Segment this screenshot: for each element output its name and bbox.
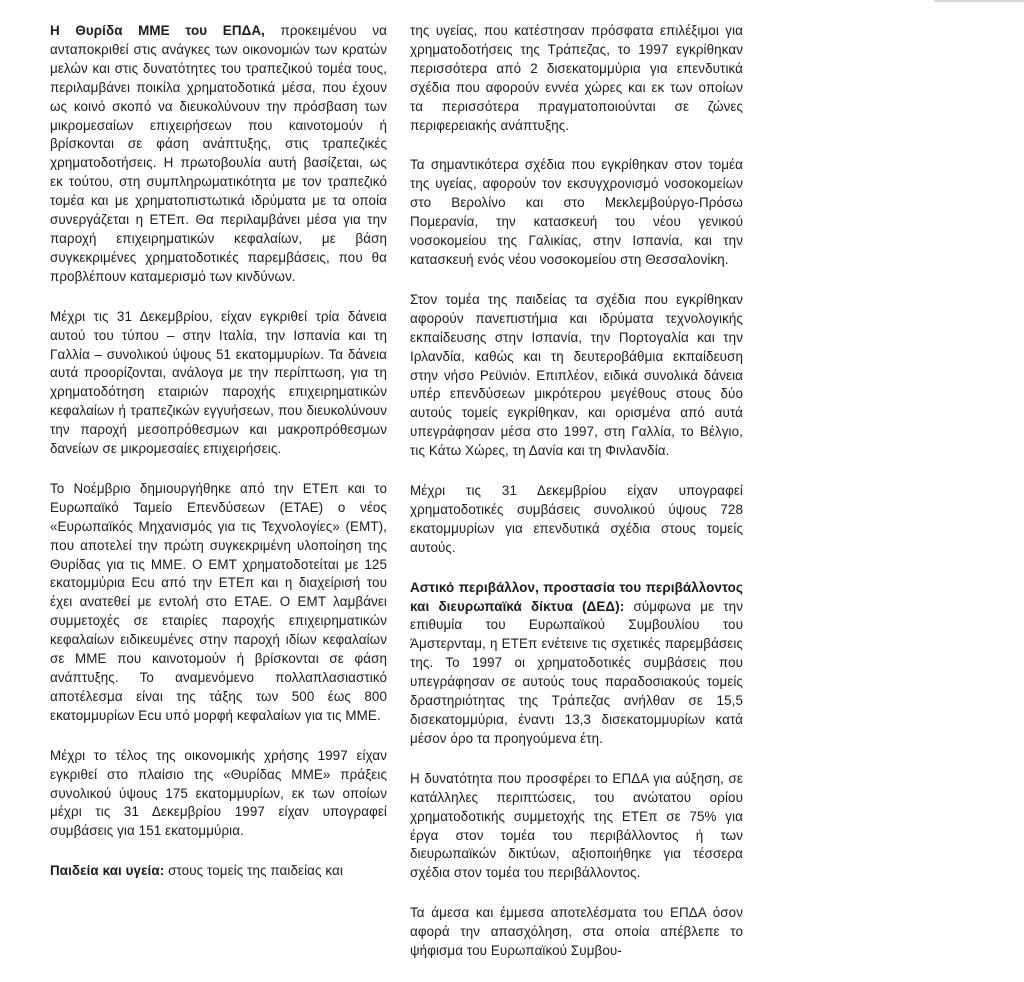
paragraph-text: στους τομείς της παιδείας και bbox=[164, 863, 343, 879]
paragraph-signed-contracts: Μέχρι τις 31 Δεκεμβρίου είχαν υπογραφεί χρηματοδοτικές συμβάσεις συνολικού ύψους 728 εκατομμυρίων για επενδυτικά σχέδια στους τομείς αυτούς. bbox=[410, 483, 743, 555]
right-column bbox=[410, 22, 743, 982]
top-rule bbox=[934, 0, 1024, 2]
paragraph-education: Στον τομέα της παιδείας τα σχέδια που εγκρίθηκαν αφορούν πανεπιστήμια και ιδρύματα τεχνολογικής εκπαίδευσης στην Ισπανία, την Πορτογαλία και την Ιρλανδία, καθώς και τη δευτεροβάθμια εκπαίδευση στην νήσο Ρεϋνιόν. Επιπλέον, ειδικά συνολικά δάνεια υπέρ επενδύσεων μικρότερου μεγέθους στους δύο αυτούς τομείς εγκρίθηκαν, και ορισμένα από αυτά υπεγράφησαν μέσα στο 1997, στη Γαλλία, το Βέλγιο, τις Κάτω Χώρες, τη Δανία και τη Φινλανδία. bbox=[410, 291, 743, 459]
paragraph-eib-share: Η δυνατότητα που προσφέρει το ΕΠΔΑ για αύξηση, σε κατάλληλες περιπτώσεις, του ανώτατου ορίου χρηματοδοτικής συμμετοχής της ΕΤΕπ σε 75% για έργα στον τομέα του περιβάλλοντος ή των διευρωπαϊκών δικτύων, αξιοποιήθηκε για τέσσερα σχέδια στον τομέα του περιβάλλοντος. bbox=[410, 770, 743, 881]
paragraph-education-health bbox=[50, 862, 387, 881]
paragraph-sme-window bbox=[50, 22, 387, 287]
page-bottom-clip bbox=[0, 966, 1024, 978]
paragraph-hospitals: Τα σημαντικότερα σχέδια που εγκρίθηκαν στον τομέα της υγείας, αφορούν τον εκσυγχρονισμό νοσοκομείων στο Βερολίνο και στο Μεκλεμβούργο-Πρόσω Πομερανία, την κατασκευή του νέου γενικού νοσοκομείου της Γαλικίας, στην Ισπανία, και την κατασκευή ενός νέου νοσοκομείου στη Θεσσαλονίκη. bbox=[410, 157, 743, 267]
paragraph-emt: Το Νοέμβριο δημιουργήθηκε από την ΕΤΕπ και το Ευρωπαϊκό Ταμείο Επενδύσεων (ΕΤΑΕ) ο νέος «Ευρωπαϊκός Μηχανισμός για τις Τεχνολογίες» (ΕΜΤ), που αποτελεί την πρώτη συγκεκριμένη υλοποίηση της Θυρίδας για τις ΜΜΕ. Ο ΕΜΤ χρηματοδοτείται με 125 εκατομμύρια Ecu από την ΕΤΕπ και η διαχείρισή του έχει ανατεθεί με εντολή στο ΕΤΑΕ. Ο ΕΜΤ λαμβάνει συμμετοχές σε εταιρίες παροχής επιχειρηματικών κεφαλαίων ειδικευμένες στην παροχή ιδίων κεφαλαίων σε ΜΜΕ που καινοτομούν ή βρίσκονται σε φάση ανάπτυξης. Το αναμενόμενο πολλαπλασιαστικό αποτέλεσμα είναι της τάξης των 500 έως 800 εκατομμυρίων Ecu υπό μορφή κεφαλαίων για τις ΜΜΕ. bbox=[50, 480, 387, 723]
paragraph-urban-environment bbox=[410, 579, 743, 749]
paragraph-employment: Τα άμεσα και έμμεσα αποτελέσματα του ΕΠΔΑ όσον αφορά την απασχόληση, στα οποία απέβλεπε το ψήφισμα του Ευρωπαϊκού Συμβου- bbox=[410, 905, 743, 959]
paragraph-text: σύμφωνα με την επιθυμία του Ευρωπαϊκού Συμβουλίου του Άμστερνταμ, η ΕΤΕπ ενέτεινε τις σχετικές παρεμβάσεις της. Το 1997 οι χρηματοδοτικές συμβάσεις που υπεγράφησαν σε αυτούς τους παραδοσιακούς τομείς δραστηριότητας της Τράπεζας ανήλθαν σε 15,5 δισεκατομμύρια, έναντι 13,3 δισεκατομμυρίων κατά μέσον όρο τα προηγούμενα έτη. bbox=[410, 598, 744, 746]
lead-heading: Αστικό περιβάλλον, προστασία του περιβάλλοντος και διευρωπαϊκά δίκτυα (ΔΕΔ): bbox=[410, 579, 743, 614]
lead-heading: Η Θυρίδα ΜΜΕ του ΕΠΔΑ, bbox=[50, 23, 265, 38]
left-column bbox=[50, 22, 387, 902]
paragraph-health-approvals: της υγείας, που κατέστησαν πρόσφατα επιλέξιμοι για χρηματοδοτήσεις της Τράπεζας, το 1997 εγκρίθηκαν περισσότερα από 2 δισεκατομμύρια για επενδυτικά σχέδια που αφορούν εννέα χώρες και εκ των οποίων τα περισσότερα πραγματοποιούνται σε ζώνες περιφερειακής ανάπτυξης. bbox=[410, 23, 743, 133]
paragraph-loans: Μέχρι τις 31 Δεκεμβρίου, είχαν εγκριθεί τρία δάνεια αυτού του τύπου – στην Ιταλία, την Ισπανία και τη Γαλλία – συνολικού ύψους 51 εκατομμυρίων. Τα δάνεια αυτά προορίζονται, ανάλογα με την περίπτωση, για τη χρηματοδότηση εταιριών παροχής επιχειρηματικών κεφαλαίων ή τραπεζικών εγγυήσεων, που διευκολύνουν την παροχή μεσοπρόθεσμων και μακροπρόθεσμων δανείων σε μικρομεσαίες επιχειρήσεις. bbox=[50, 308, 387, 457]
paragraph-text: προκειμένου να ανταποκριθεί στις ανάγκες των οικονομιών των κρατών μελών και στις δυνατότητες του τραπεζικού τομέα τους, περιλαμβάνει ποικίλα χρηματοδοτικά μέσα, που έχουν ως κοινό σκοπό να διευκολύνουν την πρόσβαση των μικρομεσαίων επιχειρήσεων που καινοτομούν ή βρίσκονται σε φάση ανάπτυξης, στις τραπεζικές χρηματοδοτήσεις. Η πρωτοβουλία αυτή βασίζεται, ως εκ τούτου, στη συμπληρωματικότητα με τον τραπεζικό τομέα και με χρηματοπιστωτικά ιδρύματα με τα οποία συνεργάζεται η ΕΤΕπ. Θα περιλαμβάνει μέσα για την παροχή επιχειρηματικών κεφαλαίων, με βάση συγκεκριμένες χρηματοδοτικές παρεμβάσεις, που θα προβλέπουν καταμερισμό των κινδύνων. bbox=[50, 23, 387, 284]
lead-heading: Παιδεία και υγεία: bbox=[50, 863, 165, 879]
paragraph-totals: Μέχρι το τέλος της οικονομικής χρήσης 1997 είχαν εγκριθεί στο πλαίσιο της «Θυρίδας ΜΜΕ» πράξεις συνολικού ύψους 175 εκατομμυρίων, εκ των οποίων μέχρι τις 31 Δεκεμβρίου 1997 είχαν υπογραφεί συμβάσεις για 151 εκατομμύρια. bbox=[50, 747, 387, 839]
